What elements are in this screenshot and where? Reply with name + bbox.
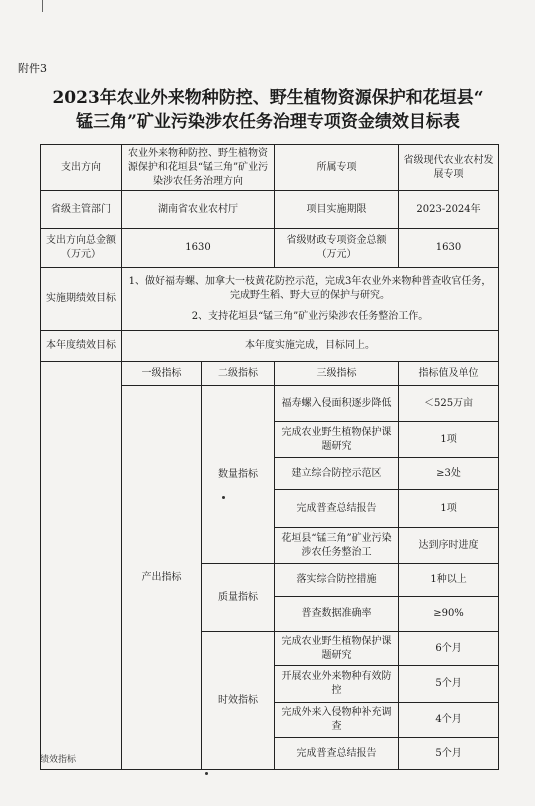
table-row — [41, 191, 499, 229]
goal-item-2: 2、支持花垣县“锰三角”矿业污染涉农任务整治工作。 — [191, 310, 429, 322]
goal-value — [122, 268, 499, 331]
period-value: 2023-2024年 — [399, 191, 499, 229]
table-row — [41, 145, 499, 191]
annex-label: 附件3 — [18, 62, 47, 75]
goal-item-1: 1、做好福寿螺、加拿大一枝黄花防控示范，完成3年农业外来物种普查收官任务，完成野生稻、野大豆的保护与研究。 — [128, 275, 492, 301]
col-level2-header: 二级指标 — [202, 362, 275, 386]
indicator-name: 福寿螺入侵面积逐步降低 — [275, 386, 399, 422]
indicator-name: 落实综合防控措施 — [275, 564, 399, 597]
goal-label: 实施期绩效目标 — [41, 268, 122, 331]
indicator-name: 完成农业野生植物保护课题研究 — [275, 632, 399, 666]
indicator-value: 4个月 — [399, 703, 499, 738]
col-level3-header: 三级指标 — [275, 362, 399, 386]
quality-label: 质量指标 — [202, 564, 275, 632]
col-value-header: 指标值及单位 — [399, 362, 499, 386]
table-row — [41, 229, 499, 268]
indicator-name: 建立综合防控示范区 — [275, 458, 399, 490]
indicator-value: 5个月 — [399, 738, 499, 770]
scan-edge-mark — [42, 0, 43, 12]
indicator-name: 普查数据准确率 — [275, 597, 399, 632]
indicator-name: 完成外来入侵物种补充调查 — [275, 703, 399, 738]
direction-label: 支出方向 — [41, 145, 122, 191]
level1-output: 产出指标 — [122, 386, 202, 770]
table-row — [41, 331, 499, 362]
indicator-value: 1种以上 — [399, 564, 499, 597]
direction-value: 农业外来物种防控、野生植物资源保护和花垣县“锰三角”矿业污染涉农任务治理方向 — [122, 145, 275, 191]
period-label: 项目实施期限 — [275, 191, 399, 229]
table-row — [41, 362, 499, 386]
dept-label: 省级主管部门 — [41, 191, 122, 229]
indicator-name: 花垣县“锰三角”矿业污染涉农任务整治工 — [275, 528, 399, 564]
indicator-value: 5个月 — [399, 666, 499, 703]
indicator-value: 6个月 — [399, 632, 499, 666]
title-line-2: 锰三角”矿业污染涉农任务治理专项资金绩效目标表 — [76, 112, 460, 132]
special-value: 省级现代农业农村发展专项 — [399, 145, 499, 191]
indicator-name: 完成农业野生植物保护课题研究 — [275, 422, 399, 458]
indicator-value: 1项 — [399, 490, 499, 528]
indicator-value: ≥90% — [399, 597, 499, 632]
document-title — [14, 86, 522, 134]
indicator-value: 1项 — [399, 422, 499, 458]
total-value: 1630 — [122, 229, 275, 268]
timeliness-label: 时效指标 — [202, 632, 275, 770]
indicator-value: 达到序时进度 — [399, 528, 499, 564]
quantity-label: 数量指标 — [202, 386, 275, 564]
col-level1-header: 一级指标 — [122, 362, 202, 386]
performance-target-table — [40, 144, 499, 770]
fin-label: 省级财政专项资金总额（万元） — [275, 229, 399, 268]
special-label: 所属专项 — [275, 145, 399, 191]
title-line-1: 2023年农业外来物种防控、野生植物资源保护和花垣县“ — [52, 88, 484, 108]
indicator-name: 开展农业外来物种有效防控 — [275, 666, 399, 703]
scan-speck — [222, 496, 225, 499]
indicator-name: 完成普查总结报告 — [275, 738, 399, 770]
year-value: 本年度实施完成，目标同上。 — [122, 331, 499, 362]
dept-value: 湖南省农业农村厅 — [122, 191, 275, 229]
fin-value: 1630 — [399, 229, 499, 268]
year-label: 本年度绩效目标 — [41, 331, 122, 362]
scan-speck — [205, 772, 208, 775]
cut-off-label: 绩效指标 — [40, 755, 77, 765]
indicator-blank-cell — [41, 362, 122, 770]
indicator-value: ≥3处 — [399, 458, 499, 490]
table-row — [41, 268, 499, 331]
total-label: 支出方向总金额（万元） — [41, 229, 122, 268]
indicator-name: 完成普查总结报告 — [275, 490, 399, 528]
indicator-value: ＜525万亩 — [399, 386, 499, 422]
